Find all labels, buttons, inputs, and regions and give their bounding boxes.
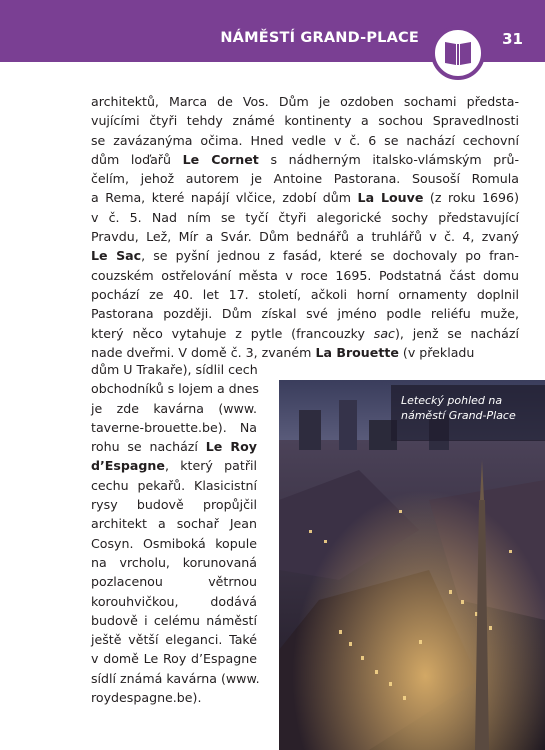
chapter-title: NÁMĚSTÍ GRAND-PLACE — [220, 30, 419, 46]
text-segment: obchodníků s lojem a dnes — [91, 381, 259, 397]
text-line — [91, 418, 257, 437]
house-name: Le Roy — [205, 439, 257, 455]
text-line — [91, 379, 257, 398]
text-segment: , se pyšní jednou z fasád, které se dochovaly po fran- — [141, 248, 519, 264]
text-segment: taverne-brouette.be). Na — [91, 419, 257, 435]
text-segment: v domě Le Roy d’Espagne — [91, 651, 257, 667]
text-segment: roydespagne.be). — [91, 690, 202, 706]
text-segment: (z roku 1696) — [423, 190, 519, 206]
body-paragraph — [91, 92, 519, 362]
text-segment: pozlacenou větrnou — [91, 574, 257, 590]
text-segment: Cosyn. Osmiboká kopule — [91, 535, 257, 551]
chapter-badge — [431, 26, 485, 80]
text-line — [91, 360, 257, 379]
text-segment: sídlí známá kavárna (www. — [91, 670, 260, 686]
text-segment: vujícími čtyři tehdy známé kontinenty a sochou Spravedlnosti — [91, 113, 519, 129]
text-line — [91, 669, 260, 688]
text-segment: s nádherným italsko-vlámským prů- — [258, 151, 520, 167]
text-segment: pochází ze 40. let 17. století, ačkoli horní ornamenty doplnil — [91, 286, 519, 302]
text-segment: na vrcholu, korunovaná — [91, 554, 257, 570]
text-segment: a Rema, které napájí vlčice, zdobí dům — [91, 190, 358, 206]
text-line — [91, 169, 519, 188]
text-segment: architekt a sochař Jean — [91, 516, 257, 532]
text-line — [91, 553, 257, 572]
text-line — [91, 399, 257, 418]
page-number: 31 — [502, 30, 523, 48]
text-segment: se zavázanýma očima. Hned vedle v č. 6 se nachází cechovní — [91, 132, 519, 148]
caption-line-2: náměstí Grand-Place — [401, 409, 516, 422]
caption-line-1: Letecký pohled na — [401, 394, 503, 407]
text-line — [91, 476, 257, 495]
text-segment: dům loďařů — [91, 151, 183, 167]
text-line — [91, 324, 519, 343]
text-segment: je zde kavárna (www. — [91, 400, 257, 416]
house-name: La Louve — [357, 190, 424, 206]
text-segment: (v překladu — [398, 344, 475, 360]
text-line — [91, 246, 519, 265]
text-segment: cechu pekařů. Klasicistní — [91, 477, 257, 493]
text-segment: dům U Trakaře), sídlil cech — [91, 362, 258, 377]
house-name: d’Espagne — [91, 458, 165, 474]
text-line — [91, 304, 519, 323]
text-line — [91, 131, 519, 150]
book-icon — [443, 39, 473, 67]
photo-caption — [391, 385, 545, 441]
text-line — [91, 514, 257, 533]
foreign-term: sac — [373, 325, 395, 341]
text-segment: Pastorana později. Dům získal své jméno podle reliéfu muže, — [91, 306, 519, 322]
text-line — [91, 630, 257, 649]
text-segment: čelím, jehož autorem je Antoine Pastorana. Sousoší Romula — [91, 171, 519, 187]
text-segment: ještě větší eleganci. Také — [91, 632, 257, 648]
house-name: Le Sac — [91, 248, 142, 264]
text-segment: nade dveřmi. V domě č. 3, zvaném — [91, 344, 316, 360]
house-name: La Brouette — [315, 344, 399, 360]
text-line — [91, 227, 519, 246]
text-line — [91, 188, 519, 207]
text-segment: rysy budově propůjčil — [91, 497, 257, 513]
text-line — [91, 150, 519, 169]
text-segment: v č. 5. Nad ním se tyčí čtyři alegorické sochy představující — [91, 209, 519, 225]
text-line — [91, 437, 257, 456]
text-segment: ), jenž se nachází — [394, 325, 519, 341]
text-segment: rohu se nachází — [91, 439, 206, 455]
text-line — [91, 111, 519, 130]
text-line — [91, 208, 519, 227]
text-segment: architektů, Marca de Vos. Dům je ozdoben sochami předsta- — [91, 94, 519, 109]
text-segment: korouhvičkou, dodává — [91, 593, 257, 609]
text-line — [91, 572, 257, 591]
text-line — [91, 649, 257, 668]
text-line — [91, 285, 519, 304]
text-segment: Pravdu, Lež, Mír a Svár. Dům bednářů a truhlářů v č. 4, zvaný — [91, 229, 519, 245]
body-paragraph-column — [91, 360, 260, 707]
text-line — [91, 495, 257, 514]
house-name: Le Cornet — [182, 151, 259, 167]
text-segment: budově i celému náměstí — [91, 612, 257, 628]
text-segment: který něco vytahuje z pytle (francouzky — [91, 325, 374, 341]
text-segment: couzském ostřelování města v roce 1695. Podstatná část domu — [91, 267, 519, 283]
text-line — [91, 456, 257, 475]
text-line — [91, 92, 519, 111]
text-line — [91, 266, 519, 285]
text-segment: , který patřil — [164, 458, 257, 474]
text-line — [91, 688, 257, 707]
text-line — [91, 534, 257, 553]
text-line — [91, 592, 257, 611]
text-line — [91, 611, 257, 630]
